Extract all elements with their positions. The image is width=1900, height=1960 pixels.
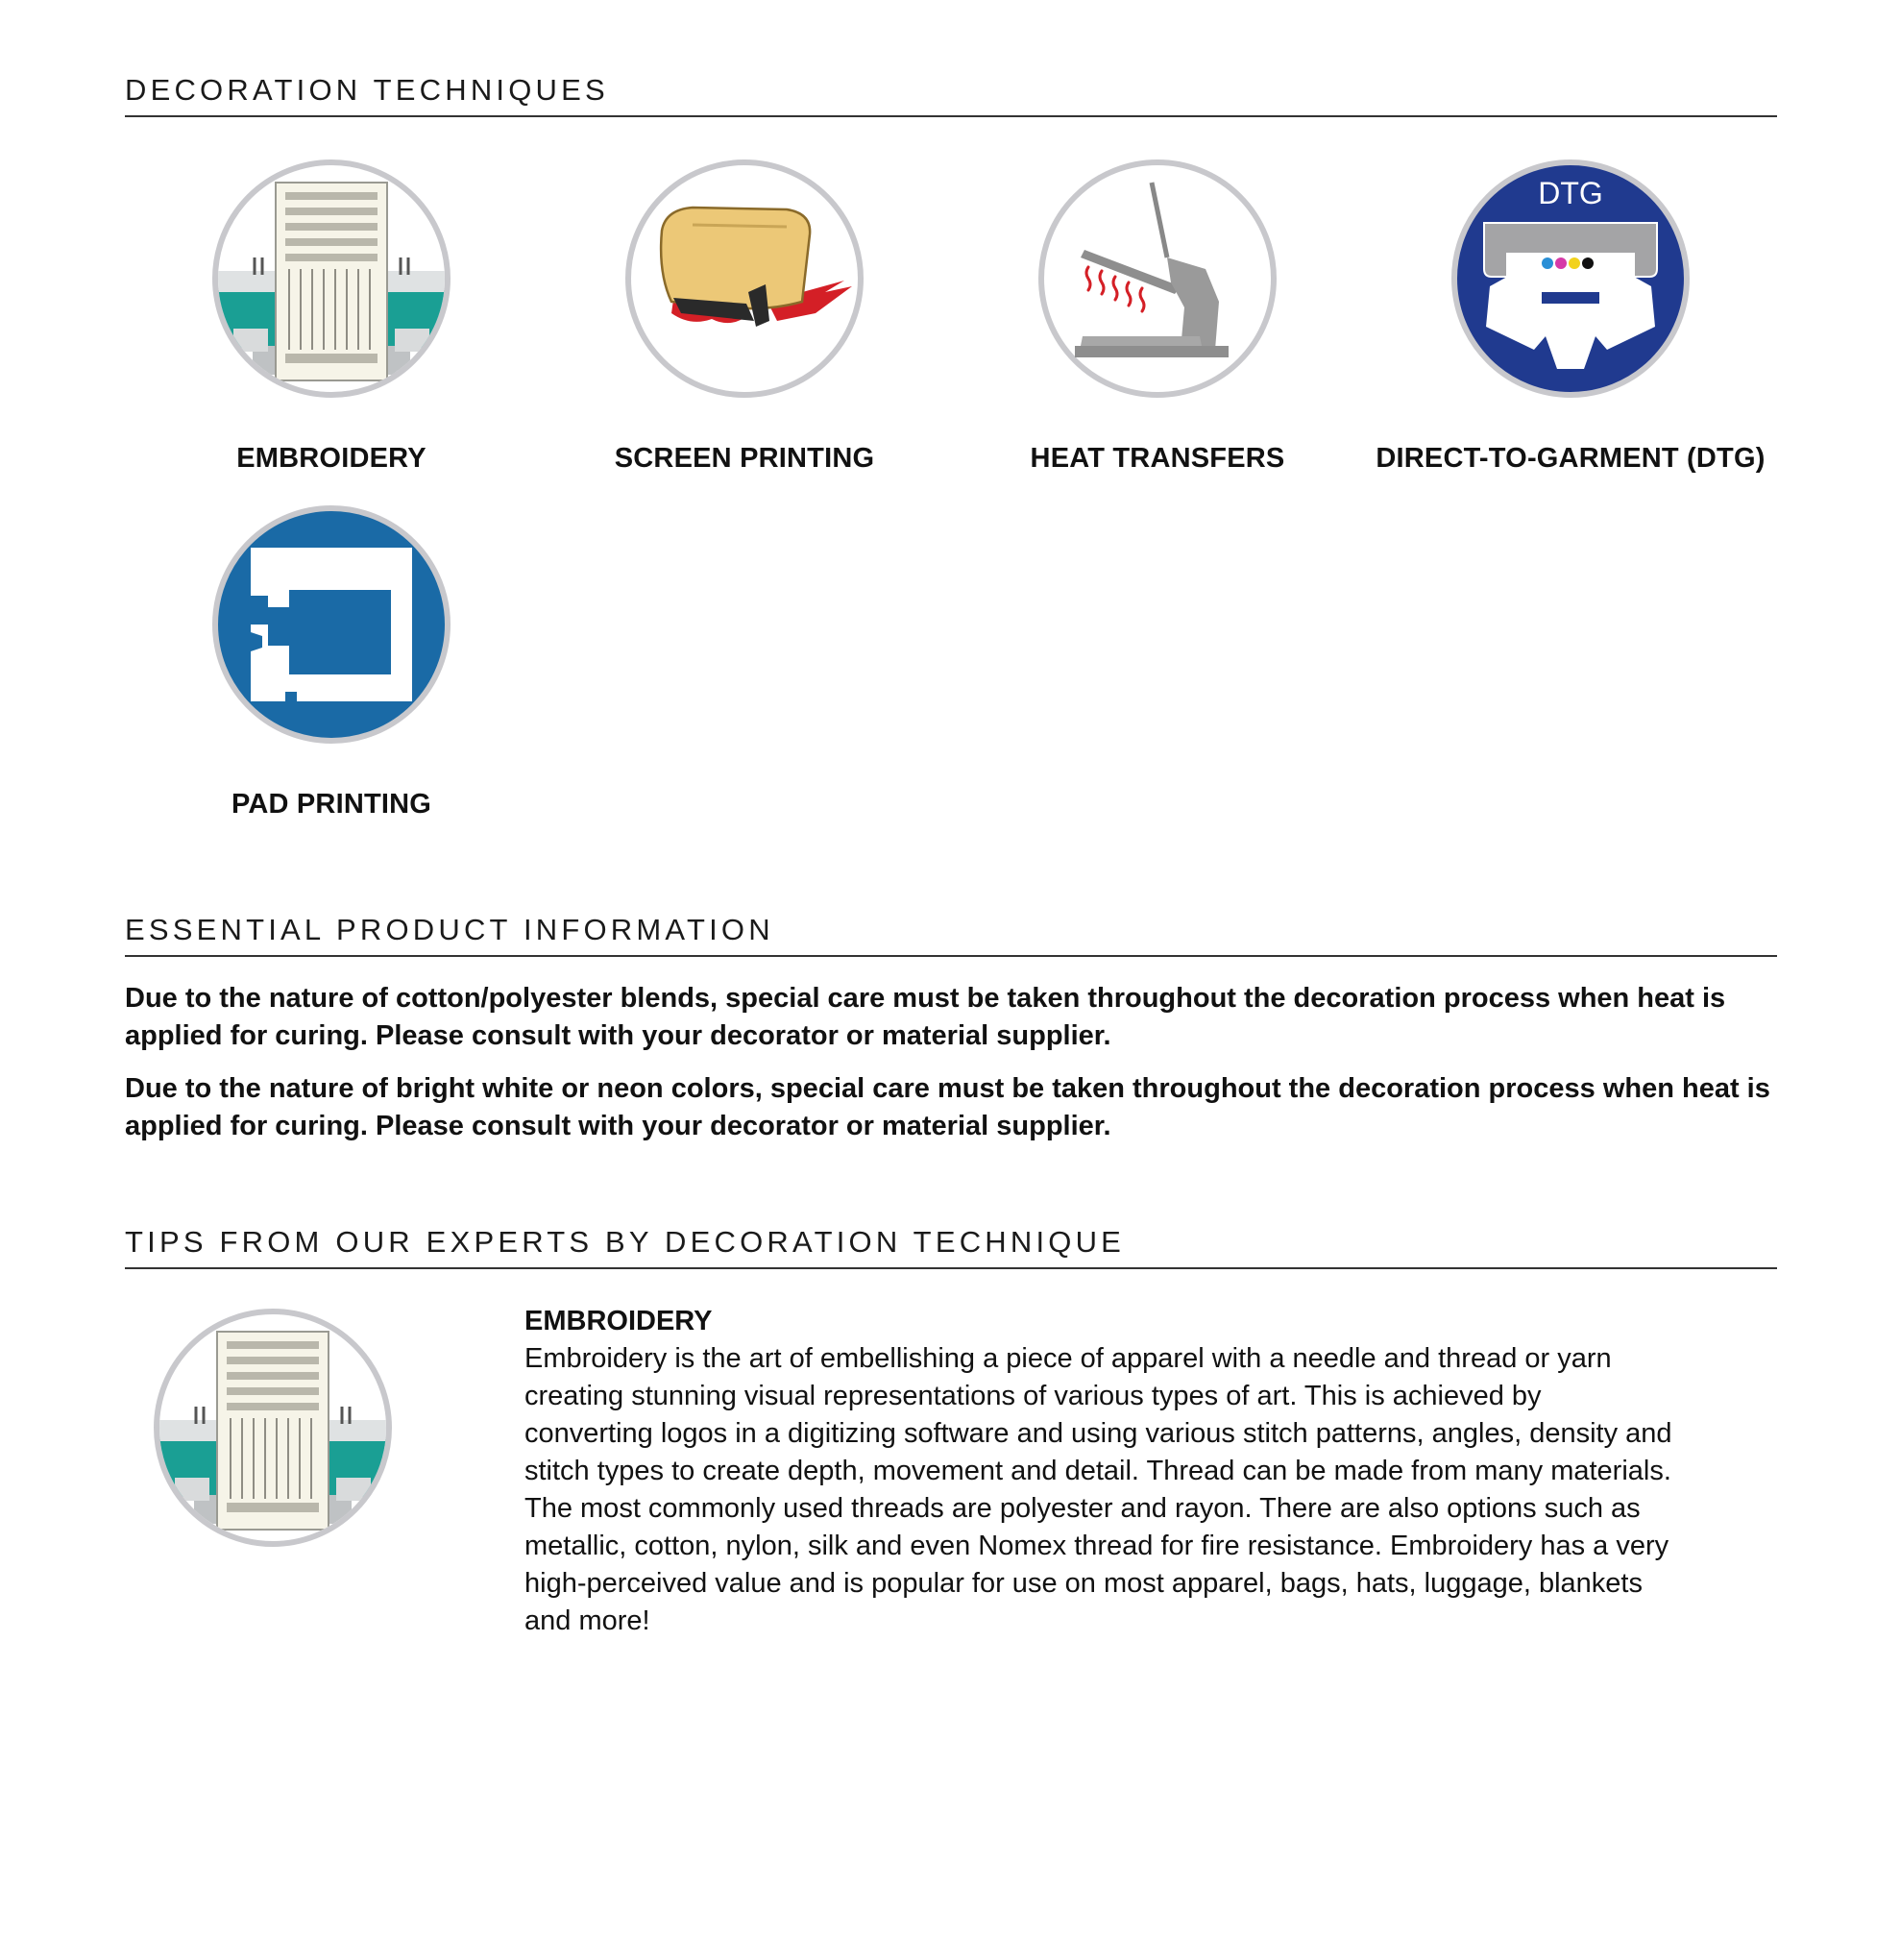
technique-pad-printing (125, 503, 538, 821)
technique-label: HEAT TRANSFERS (1030, 443, 1285, 474)
tip-title: EMBROIDERY (524, 1306, 713, 1336)
info-paragraph: Due to the nature of cotton/polyester blends, special care must be taken throughout the decoration process when heat is applied for curing. Please consult with your decorator or material supplier. (125, 983, 1726, 1051)
technique-heat-transfers (951, 158, 1364, 475)
squeegee-icon (623, 158, 865, 400)
pad-printing-icon (210, 503, 452, 746)
technique-dtg (1364, 158, 1777, 475)
embroidery-machine-icon (210, 158, 452, 400)
technique-label: DIRECT-TO-GARMENT (DTG) (1376, 443, 1766, 474)
dtg-icon-text: DTG (1538, 176, 1603, 210)
embroidery-machine-icon (152, 1307, 394, 1549)
heat-press-icon (1036, 158, 1279, 400)
technique-embroidery (125, 158, 538, 475)
technique-label: PAD PRINTING (231, 789, 432, 820)
technique-label: EMBROIDERY (236, 443, 426, 474)
section-heading-tips: TIPS FROM OUR EXPERTS BY DECORATION TECHNIQUE (125, 1225, 1777, 1269)
dtg-printer-icon (1449, 158, 1692, 400)
technique-screen-printing (538, 158, 951, 475)
tip-embroidery (524, 1303, 1677, 1640)
technique-label: SCREEN PRINTING (614, 443, 875, 474)
tip-body: Embroidery is the art of embellishing a piece of apparel with a needle and thread or yarn creating stunning visual representations of various types of art. This is achieved by converting logos in a digitizing software and using various stitch patterns, angles, density and stitch types to create depth, movement and detail. Thread can be made from many materials. The most commonly used threads are polyester and rayon. There are also options such as metallic, cotton, nylon, silk and even Nomex thread for fire resistance. Embroidery has a very high-perceived value and is popular for use on most apparel, bags, hats, luggage, blankets and more! (524, 1343, 1672, 1636)
section-heading-decoration-techniques: DECORATION TECHNIQUES (125, 73, 1777, 117)
section-heading-essential-info: ESSENTIAL PRODUCT INFORMATION (125, 913, 1777, 957)
info-paragraph: Due to the nature of bright white or neon colors, special care must be taken throughout the decoration process when heat is applied for curing. Please consult with your decorator or material supplier. (125, 1073, 1770, 1141)
